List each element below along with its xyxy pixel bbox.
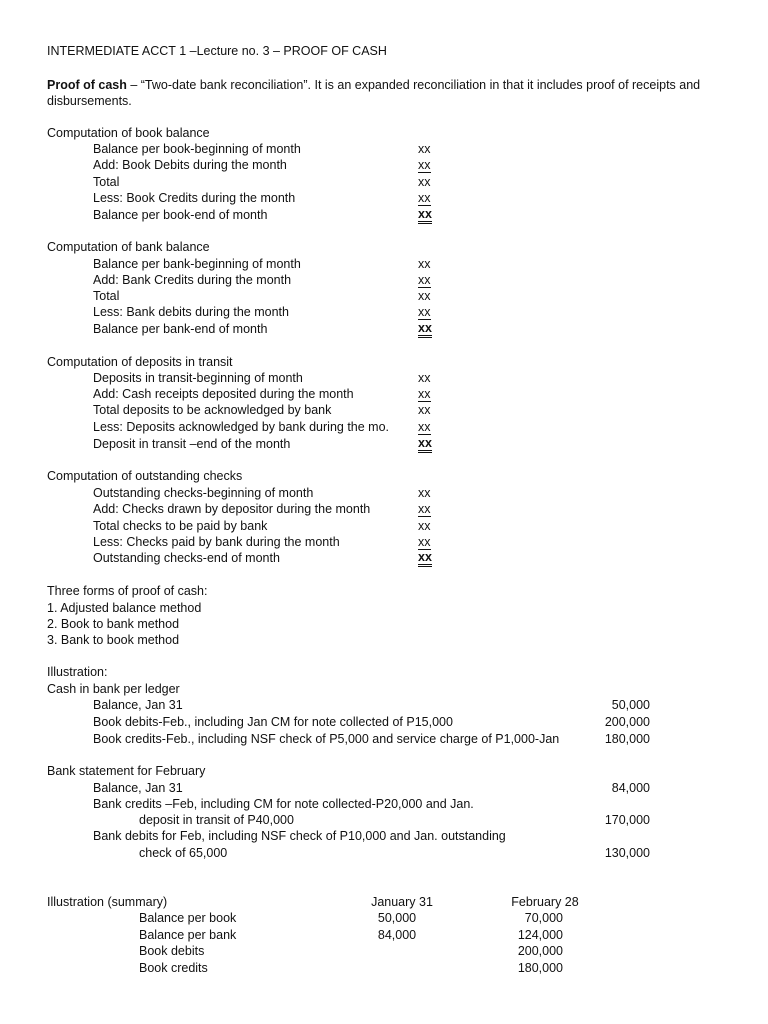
summary-row-label: Book debits [139,944,205,958]
row-value: xx [418,175,431,189]
list-item: 1. Adjusted balance method [47,601,202,615]
row-label: Less: Checks paid by bank during the month [93,535,340,549]
ledger-row-label: Balance, Jan 31 [93,698,183,712]
row-value: xx [418,535,431,549]
row-label: Outstanding checks-end of month [93,551,280,565]
ledger-row-value: 50,000 [611,698,650,712]
row-label: Total [93,289,120,303]
bank-row-value: 84,000 [611,781,650,795]
row-label: Less: Bank debits during the month [93,305,289,319]
row-label: Less: Deposits acknowledged by bank during the mo. [93,420,390,434]
bank-heading: Bank statement for February [47,764,206,778]
summary-col-header: February 28 [511,895,579,909]
row-label: Balance per book-beginning of month [93,142,301,156]
row-label: Add: Checks drawn by depositor during the month [93,502,371,516]
section-heading: Computation of bank balance [47,240,210,254]
summary-row-label: Balance per book [139,911,237,925]
bank-row-label: Bank debits for Feb, including NSF check of P10,000 and Jan. outstanding [93,829,506,843]
bank-row-value: 170,000 [604,813,650,827]
summary-jan-value: 50,000 [377,911,417,925]
row-label: Less: Book Credits during the month [93,191,296,205]
row-value: xx [418,208,432,224]
row-label: Add: Book Debits during the month [93,158,287,172]
summary-feb-value: 124,000 [517,928,563,942]
row-value: xx [418,387,431,401]
summary-feb-value: 200,000 [517,944,563,958]
forms-heading: Three forms of proof of cash: [47,584,208,598]
intro-text: – “Two-date bank reconciliation”. It is an expanded reconciliation in that it includes proof of receipts and disbursements. [47,78,701,108]
summary-row-label: Book credits [139,961,208,975]
section-heading: Computation of outstanding checks [47,469,243,483]
row-value: xx [418,519,431,533]
row-label: Total deposits to be acknowledged by bank [93,403,332,417]
bank-row-continuation: check of 65,000 [139,846,228,860]
row-label: Total [93,175,120,189]
row-value: xx [418,158,431,172]
ledger-row-value: 200,000 [604,715,650,729]
row-value: xx [418,289,431,303]
row-label: Deposits in transit-beginning of month [93,371,303,385]
row-value: xx [418,486,431,500]
row-label: Add: Cash receipts deposited during the month [93,387,354,401]
section-heading: Computation of deposits in transit [47,355,233,369]
row-value: xx [418,257,431,271]
row-value: xx [418,322,432,338]
row-value: xx [418,305,431,319]
intro-term: Proof of cash [47,78,127,92]
row-value: xx [418,502,431,516]
bank-row-label: Bank credits –Feb, including CM for note collected-P20,000 and Jan. [93,797,474,811]
row-label: Outstanding checks-beginning of month [93,486,314,500]
row-value: xx [418,420,431,434]
row-value: xx [418,437,432,453]
row-label: Total checks to be paid by bank [93,519,268,533]
bank-row-continuation: deposit in transit of P40,000 [139,813,294,827]
summary-row-label: Balance per bank [139,928,237,942]
list-item: 2. Book to bank method [47,617,180,631]
ledger-row-label: Book debits-Feb., including Jan CM for note collected of P15,000 [93,715,453,729]
row-label: Add: Bank Credits during the month [93,273,292,287]
summary-col-header: January 31 [371,895,433,909]
list-item: 3. Bank to book method [47,633,180,647]
page-title: INTERMEDIATE ACCT 1 –Lecture no. 3 – PROOF OF CASH [47,44,387,58]
row-value: xx [418,371,431,385]
row-label: Balance per bank-end of month [93,322,268,336]
ledger-row-value: 180,000 [604,732,650,746]
illustration-heading: Illustration: [47,665,108,679]
bank-row-value: 130,000 [604,846,650,860]
summary-feb-value: 180,000 [517,961,563,975]
summary-heading: Illustration (summary) [47,895,168,909]
row-value: xx [418,551,432,567]
row-value: xx [418,273,431,287]
row-value: xx [418,142,431,156]
ledger-row-label: Book credits-Feb., including NSF check of P5,000 and service charge of P1,000-Jan [93,732,560,746]
row-label: Balance per bank-beginning of month [93,257,301,271]
intro-paragraph [47,77,727,109]
summary-jan-value: 84,000 [377,928,417,942]
row-label: Deposit in transit –end of the month [93,437,291,451]
bank-row-label: Balance, Jan 31 [93,781,183,795]
row-label: Balance per book-end of month [93,208,268,222]
row-value: xx [418,403,431,417]
row-value: xx [418,191,431,205]
summary-feb-value: 70,000 [524,911,563,925]
ledger-heading: Cash in bank per ledger [47,682,180,696]
section-heading: Computation of book balance [47,126,210,140]
